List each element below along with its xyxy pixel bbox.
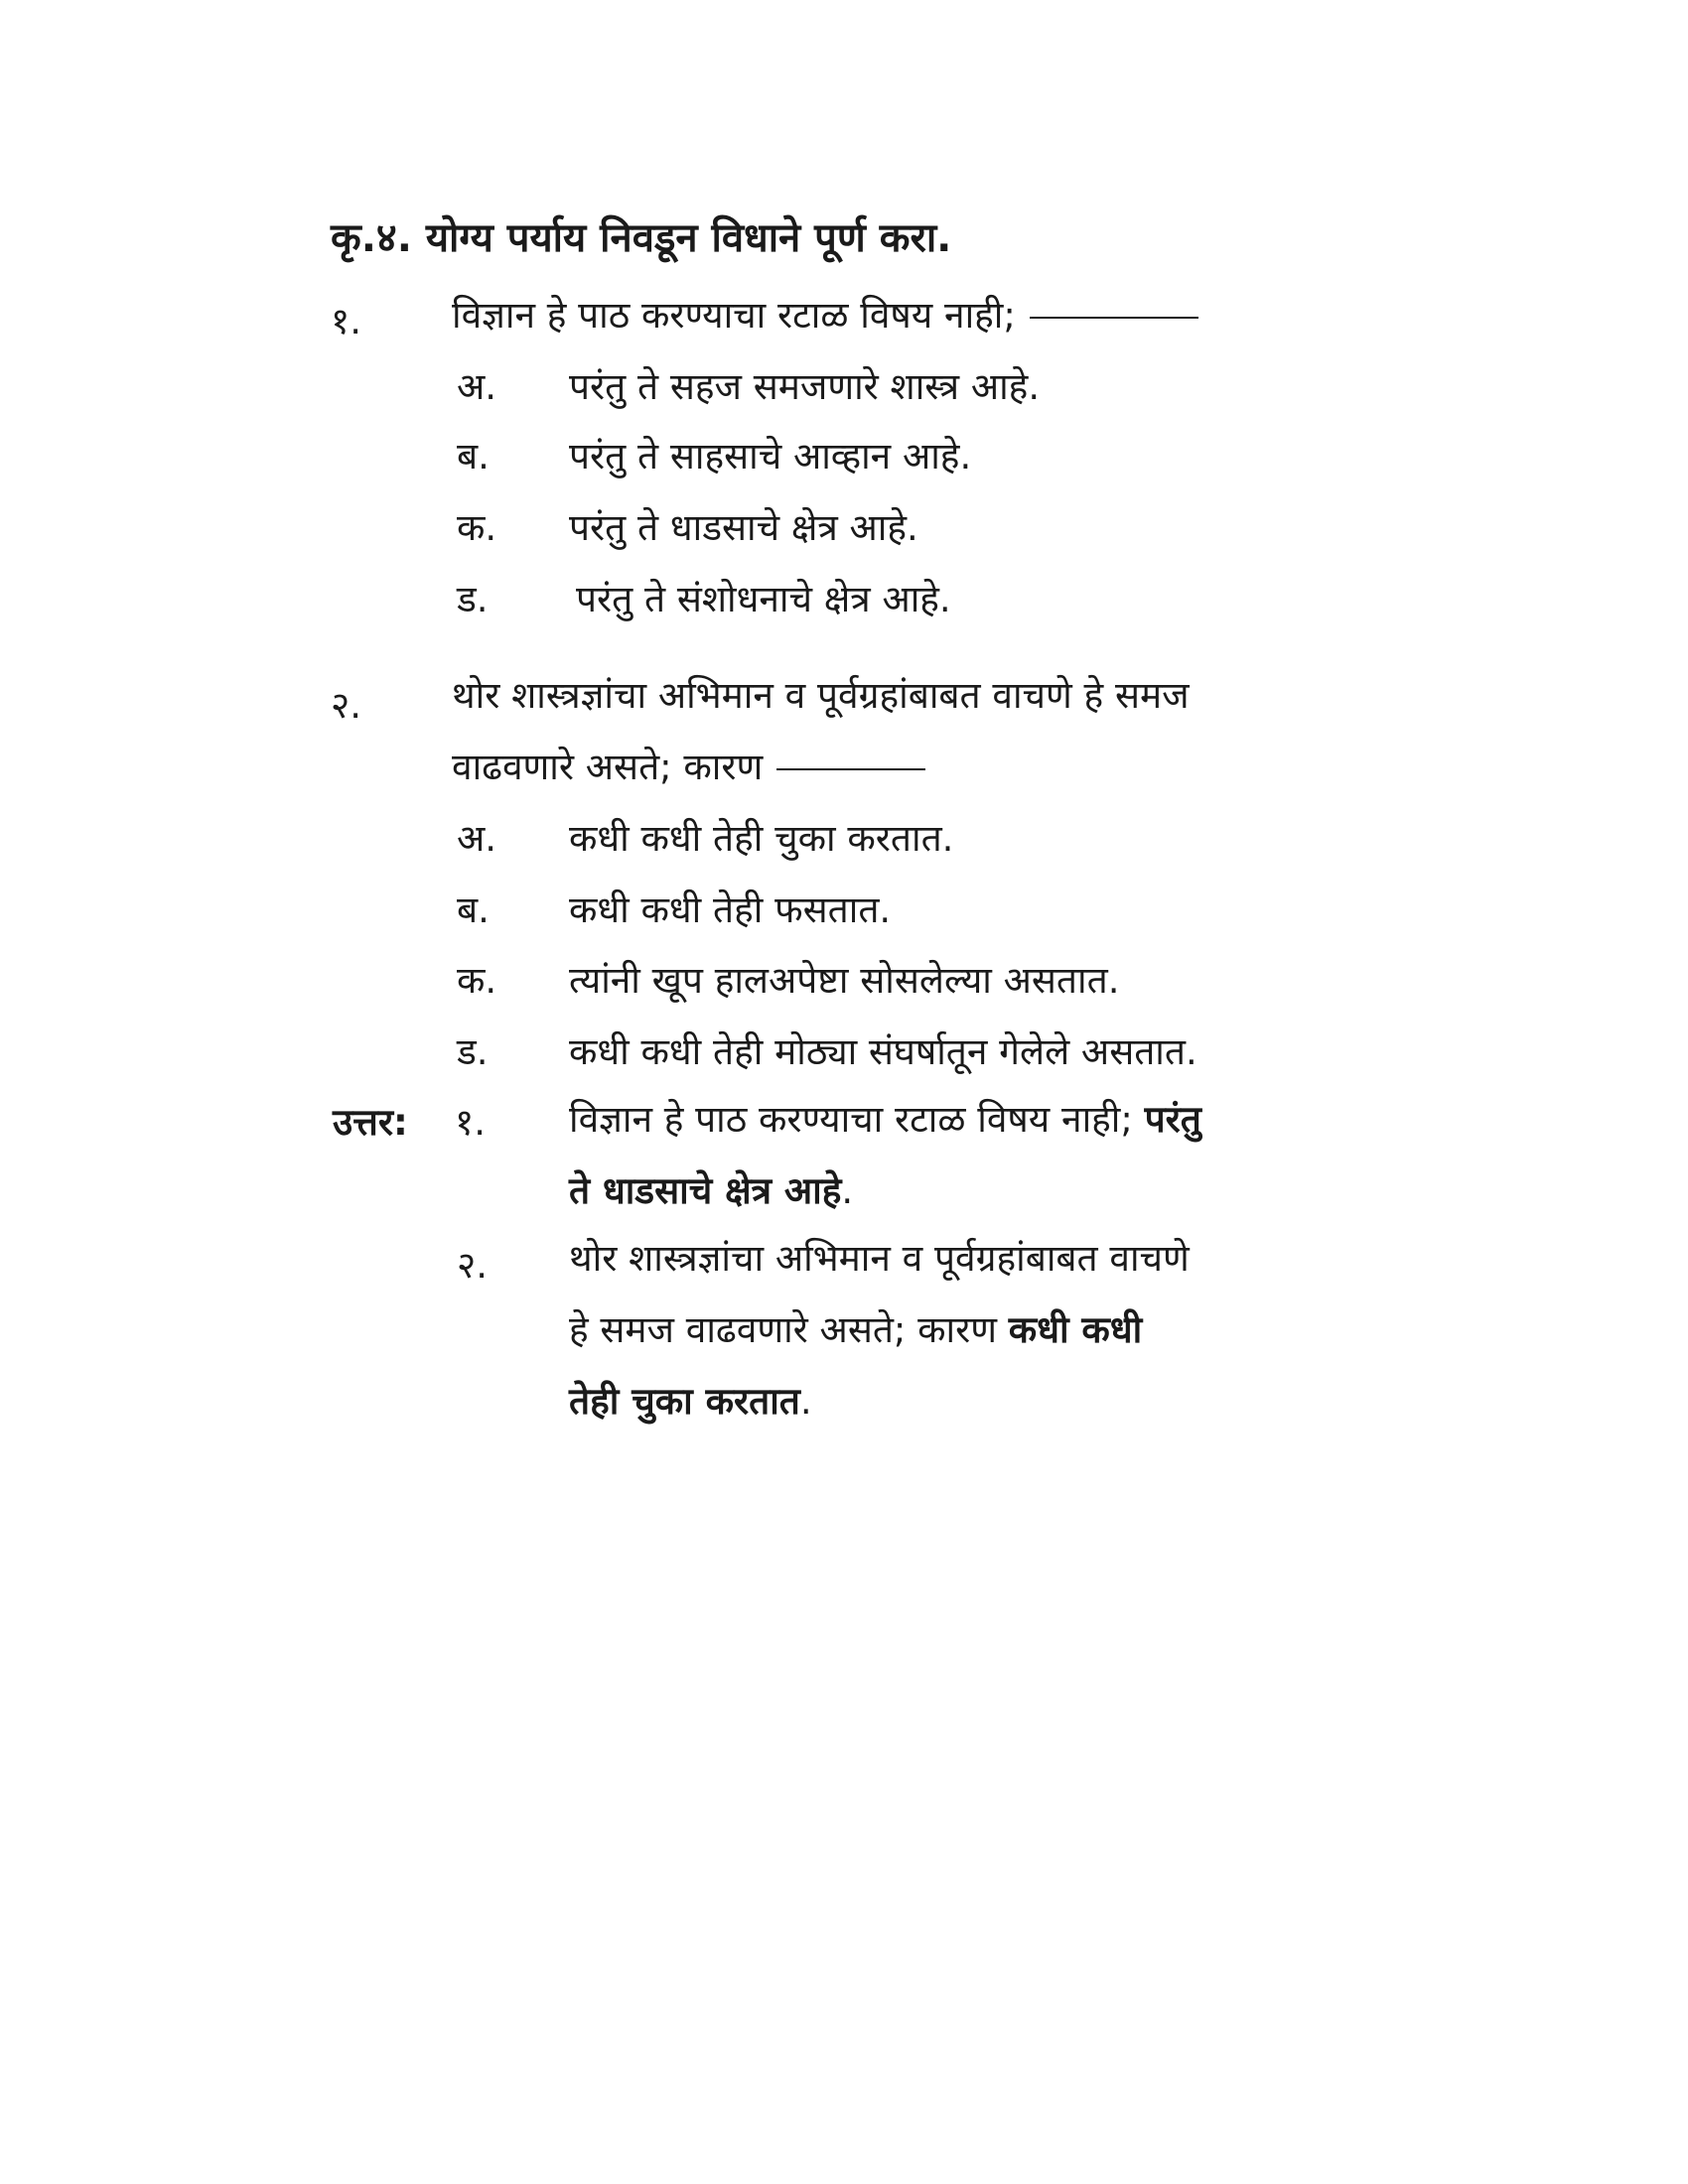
answer-blank <box>776 768 925 770</box>
answer-1-line1 <box>569 1092 1201 1143</box>
option-label: क. <box>457 506 497 549</box>
question-2-number: २. <box>331 684 362 727</box>
option-label: अ. <box>457 365 497 408</box>
option-text: परंतु ते संशोधनाचे क्षेत्र आहे. <box>576 578 951 620</box>
option-text: कधी कधी तेही फसतात. <box>569 888 892 931</box>
answer-2-number: २. <box>457 1244 489 1287</box>
answer-label: उत्तर: <box>333 1101 408 1144</box>
answer-2-line2 <box>569 1302 1142 1353</box>
question-1-number: १. <box>331 300 362 342</box>
answer-2-line3 <box>569 1374 812 1425</box>
answer-1-highlight: ते धाडसाचे क्षेत्र आहे <box>569 1169 842 1212</box>
option-text: कधी कधी तेही चुका करतात. <box>569 817 954 860</box>
answer-1-highlight: परंतु <box>1144 1098 1201 1141</box>
answer-2-highlight: तेही चुका करतात <box>569 1380 800 1423</box>
question-1-stem-text: विज्ञान हे पाठ करण्याचा रटाळ विषय नाही; <box>452 294 1016 337</box>
option-label: ड. <box>457 1030 489 1073</box>
answer-1-text: विज्ञान हे पाठ करण्याचा रटाळ विषय नाही; <box>569 1098 1145 1141</box>
option-label: ब. <box>457 888 490 931</box>
question-1-stem <box>452 288 1198 339</box>
question-2-stem-line2 <box>452 740 925 790</box>
option-text: त्यांनी खूप हालअपेष्टा सोसलेल्या असतात. <box>569 959 1120 1002</box>
option-label: अ. <box>457 817 497 860</box>
option-text: परंतु ते धाडसाचे क्षेत्र आहे. <box>569 506 918 549</box>
option-text: कधी कधी तेही मोठ्या संघर्षातून गेलेले असतात. <box>569 1030 1197 1073</box>
answer-2-text: हे समज वाढवणारे असते; कारण <box>569 1308 1009 1351</box>
answer-2-highlight: कधी कधी <box>1008 1308 1143 1351</box>
answer-2-line1: थोर शास्त्रज्ञांचा अभिमान व पूर्वग्रहांबाबत वाचणे <box>569 1237 1190 1280</box>
option-label: ड. <box>457 578 489 620</box>
option-text: परंतु ते साहसाचे आव्हान आहे. <box>569 435 972 478</box>
question-2-stem-line1: थोर शास्त्रज्ञांचा अभिमान व पूर्वग्रहांबाबत वाचणे हे समज <box>452 674 1190 717</box>
option-label: ब. <box>457 435 490 478</box>
answer-blank <box>1030 317 1198 319</box>
option-label: क. <box>457 959 497 1002</box>
answer-2-period: . <box>799 1380 812 1423</box>
answer-1-period: . <box>841 1169 854 1212</box>
answer-1-number: १. <box>455 1101 487 1144</box>
answer-1-line2 <box>569 1163 853 1214</box>
question-2-stem-text: वाढवणारे असते; कारण <box>452 746 764 788</box>
exercise-heading: कृ.४. योग्य पर्याय निवडून विधाने पूर्ण करा. <box>331 215 952 261</box>
option-text: परंतु ते सहज समजणारे शास्त्र आहे. <box>569 365 1041 408</box>
